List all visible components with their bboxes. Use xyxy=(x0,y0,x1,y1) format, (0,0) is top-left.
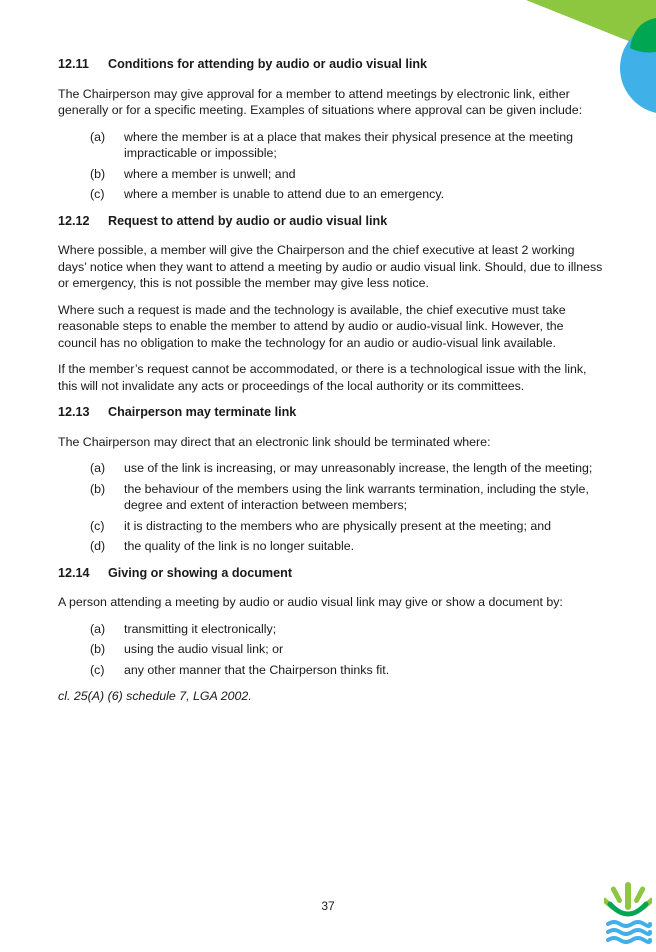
list-marker: (a) xyxy=(90,621,106,636)
list-text: using the audio visual link; or xyxy=(124,642,284,656)
section-number: 12.14 xyxy=(58,565,90,580)
list-item xyxy=(58,518,603,535)
section-number: 12.13 xyxy=(58,405,90,419)
list-marker: (b) xyxy=(90,166,106,181)
list-item xyxy=(58,460,603,477)
list-text: where the member is at a place that makes their physical presence at the meeting impracticable or impossible; xyxy=(124,129,574,160)
list-marker: (b) xyxy=(90,481,106,496)
council-logo-icon xyxy=(604,880,652,946)
list-item xyxy=(58,538,603,555)
list-marker: (a) xyxy=(90,129,106,144)
list-text: any other manner that the Chairperson thinks fit. xyxy=(124,662,390,677)
list-marker: (a) xyxy=(90,461,106,475)
paragraph: Where possible, a member will give the Chairperson and the chief executive at least 2 working days’ notice when they want to attend a meeting by audio or audio visual link. Should, due to illness or emergency, this is not possible the member may give less notice. xyxy=(58,243,603,290)
list-item xyxy=(58,129,603,162)
paragraph: If the member’s request cannot be accommodated, or there is a technological issue with the link, this will not invalidate any acts or proceedings of the local authority or its committees. xyxy=(58,362,587,393)
list-marker: (b) xyxy=(90,642,106,656)
legal-citation: cl. 25(A) (6) schedule 7, LGA 2002. xyxy=(58,689,252,703)
section-heading-12-12 xyxy=(58,213,603,230)
list-text: transmitting it electronically; xyxy=(124,621,277,636)
list-text: where a member is unable to attend due to an emergency. xyxy=(124,187,445,201)
condition-list xyxy=(58,129,603,203)
list-text: it is distracting to the members who are physically present at the meeting; and xyxy=(124,518,551,533)
termination-list xyxy=(58,460,603,555)
list-marker: (d) xyxy=(90,539,106,553)
list-item xyxy=(58,166,603,183)
document-method-list xyxy=(58,621,603,679)
list-item xyxy=(58,662,603,679)
paragraph: The Chairperson may direct that an electronic link should be terminated where: xyxy=(58,434,491,449)
section-title: Giving or showing a document xyxy=(108,565,293,580)
list-text: use of the link is increasing, or may unreasonably increase, the length of the meeting; xyxy=(124,461,593,475)
section-title: Conditions for attending by audio or audio visual link xyxy=(108,57,428,71)
section-number: 12.11 xyxy=(58,57,89,71)
list-marker: (c) xyxy=(90,518,105,533)
section-number: 12.12 xyxy=(58,213,90,228)
section-title: Request to attend by audio or audio visual link xyxy=(108,213,388,228)
document-body xyxy=(58,56,603,715)
section-heading-12-14 xyxy=(58,565,603,582)
page-number: 37 xyxy=(321,899,335,913)
section-title: Chairperson may terminate link xyxy=(108,405,297,419)
list-text: the behaviour of the members using the link warrants termination, including the style, degree and extent of interaction between members; xyxy=(124,481,589,512)
list-item xyxy=(58,481,603,514)
list-text: where a member is unwell; and xyxy=(124,166,296,181)
list-item xyxy=(58,621,603,638)
paragraph: The Chairperson may give approval for a member to attend meetings by electronic link, either generally or for a specific meeting. Examples of situations where approval can be given include: xyxy=(58,86,583,117)
paragraph: Where such a request is made and the technology is available, the chief executive must take reasonable steps to enable the member to attend by audio or audio-visual link. However, the council has no obligation to make the technology for an audio or audio-visual link available. xyxy=(58,302,566,350)
list-item xyxy=(58,186,603,203)
section-heading-12-13 xyxy=(58,404,603,421)
list-text: the quality of the link is no longer suitable. xyxy=(124,539,355,553)
list-item xyxy=(58,641,603,658)
list-marker: (c) xyxy=(90,187,105,201)
paragraph: A person attending a meeting by audio or audio visual link may give or show a document by: xyxy=(58,595,563,609)
section-heading-12-11 xyxy=(58,56,603,73)
list-marker: (c) xyxy=(90,662,105,677)
